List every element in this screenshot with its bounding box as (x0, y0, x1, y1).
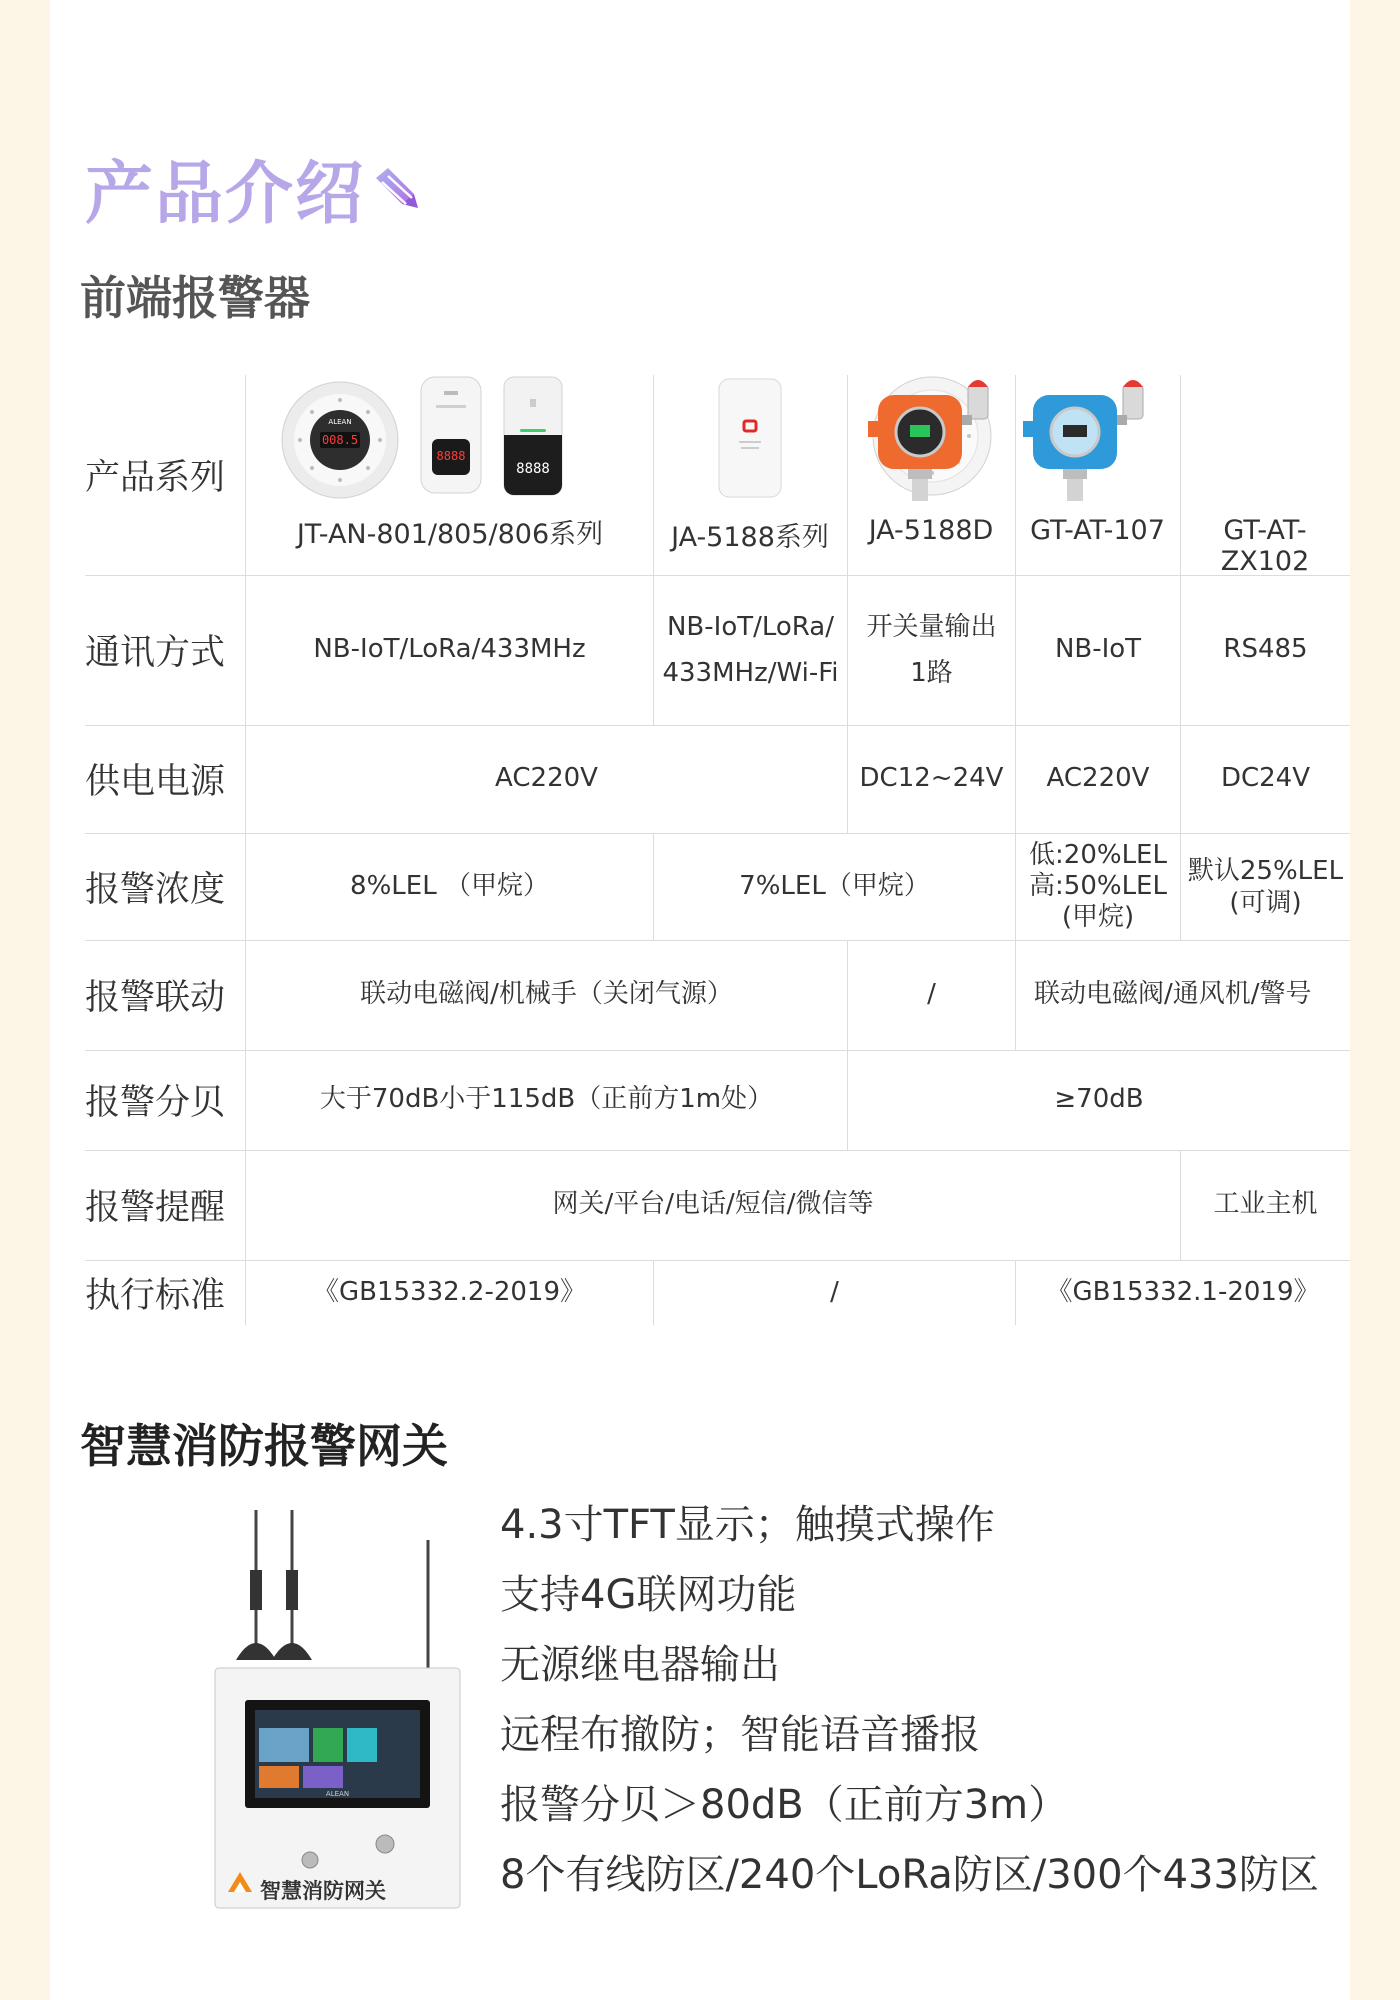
device-display: 8888 (516, 461, 550, 477)
concentration-cell (1016, 833, 1180, 940)
cell-text: 8%LEL （甲烷） (350, 870, 549, 901)
comm-cell (848, 575, 1015, 725)
row-label: 供电电源 (85, 762, 226, 802)
product-image-ja-5188 (715, 377, 785, 499)
linkage-cell (848, 940, 1015, 1050)
reminder-cell (246, 1150, 1180, 1260)
cell-text: 《GB15332.2-2019》 (312, 1276, 587, 1307)
cell-text: / (927, 979, 936, 1010)
product-image-jt-an-806 (500, 375, 566, 497)
cell-text: NB-IoT/LoRa/ (666, 612, 834, 642)
power-cell (246, 725, 847, 833)
cell-text: 默认25%LEL (1187, 855, 1344, 886)
cell-text: RS485 (1223, 634, 1308, 665)
concentration-cell (246, 833, 653, 940)
standard-cell (654, 1260, 1015, 1325)
row-label: 执行标准 (85, 1275, 226, 1316)
comm-cell (1181, 575, 1350, 725)
page (50, 0, 1350, 2000)
feature-item: 远程布撤防；智能语音播报 (500, 1712, 980, 1758)
pencil-icon (368, 160, 420, 212)
feature-item: 支持4G联网功能 (500, 1572, 797, 1618)
decibel-cell (246, 1050, 847, 1150)
row-label: 报警浓度 (85, 869, 226, 910)
comm-cell (654, 575, 847, 725)
model-name: JA-5188系列 (671, 522, 829, 553)
model-name: GT-AT-107 (1030, 515, 1165, 546)
product-image-jt-an-805 (418, 375, 484, 495)
cell-text: / (830, 1276, 839, 1307)
cell-text: AC220V (495, 763, 598, 794)
device-display: 8888 (436, 449, 466, 463)
cell-text: 1路 (910, 658, 953, 688)
cell-text: 低:20%LEL (1029, 840, 1167, 870)
row-label: 报警联动 (85, 978, 226, 1018)
product-table (85, 375, 1350, 1325)
standard-cell (1016, 1260, 1350, 1325)
cell-text: NB-IoT/LoRa/433MHz (313, 634, 586, 665)
row-label: 产品系列 (85, 458, 226, 498)
cell-text: DC12~24V (859, 763, 1004, 794)
row-label: 通讯方式 (85, 633, 226, 673)
feature-item: 无源继电器输出 (500, 1642, 780, 1688)
product-image-gt-at-107 (860, 375, 1010, 505)
cell-text: (可调) (1229, 887, 1302, 918)
hero-title: 产品介绍 (85, 155, 366, 234)
section-title-alarms: 前端报警器 (80, 271, 310, 325)
cell-text: 《GB15332.1-2019》 (1046, 1276, 1320, 1307)
gateway-feature-list (500, 1490, 1340, 1910)
comm-cell (246, 575, 653, 725)
cell-text: 开关量输出 (866, 612, 997, 642)
linkage-cell (246, 940, 847, 1050)
power-cell (848, 725, 1015, 833)
cell-text: NB-IoT (1054, 634, 1142, 665)
product-image-jt-an-801 (280, 380, 400, 500)
cell-text: 高:50%LEL (1029, 871, 1167, 901)
power-cell (1016, 725, 1180, 833)
device-brand: ALEAN (328, 418, 352, 426)
model-name: JT-AN-801/805/806系列 (296, 519, 604, 550)
linkage-cell (1016, 940, 1350, 1050)
cell-text: (甲烷) (1061, 902, 1135, 932)
gateway-brand: ALEAN (325, 1790, 350, 1798)
cell-text: 工业主机 (1213, 1189, 1318, 1220)
cell-text: ≥70dB (1054, 1084, 1144, 1115)
gateway-label: 智慧消防网关 (260, 1879, 386, 1903)
row-label: 报警分贝 (85, 1083, 226, 1123)
cell-text: 联动电磁阀/通风机/警号 (1034, 979, 1312, 1010)
model-name: JA-5188D (868, 515, 994, 546)
cell-text: AC220V (1046, 763, 1150, 794)
device-display: 008.5 (321, 433, 359, 447)
cell-text: 网关/平台/电话/短信/微信等 (552, 1189, 874, 1220)
concentration-cell (654, 833, 1015, 940)
cell-text: 大于70dB小于115dB（正前方1m处） (319, 1084, 774, 1115)
product-image-gt-at-zx102 (1015, 375, 1165, 505)
cell-text: DC24V (1220, 763, 1311, 794)
section-title-gateway: 智慧消防报警网关 (80, 1419, 448, 1473)
model-name: GT-AT-ZX102 (1220, 515, 1310, 577)
feature-item: 8个有线防区/240个LoRa防区/300个433防区 (500, 1852, 1319, 1898)
cell-text: 433MHz/Wi-Fi (662, 658, 839, 688)
comm-cell (1016, 575, 1180, 725)
cell-text: 联动电磁阀/机械手（关闭气源） (360, 979, 733, 1010)
concentration-cell (1181, 833, 1350, 940)
gateway-device-image (160, 1500, 490, 1910)
power-cell (1181, 725, 1350, 833)
row-label: 报警提醒 (85, 1188, 226, 1228)
feature-item: 报警分贝＞80dB（正前方3m） (500, 1782, 1069, 1828)
cell-text: 7%LEL（甲烷） (739, 870, 930, 901)
reminder-cell (1181, 1150, 1350, 1260)
standard-cell (246, 1260, 653, 1325)
feature-item: 4.3寸TFT显示；触摸式操作 (500, 1502, 995, 1548)
decibel-cell (848, 1050, 1350, 1150)
